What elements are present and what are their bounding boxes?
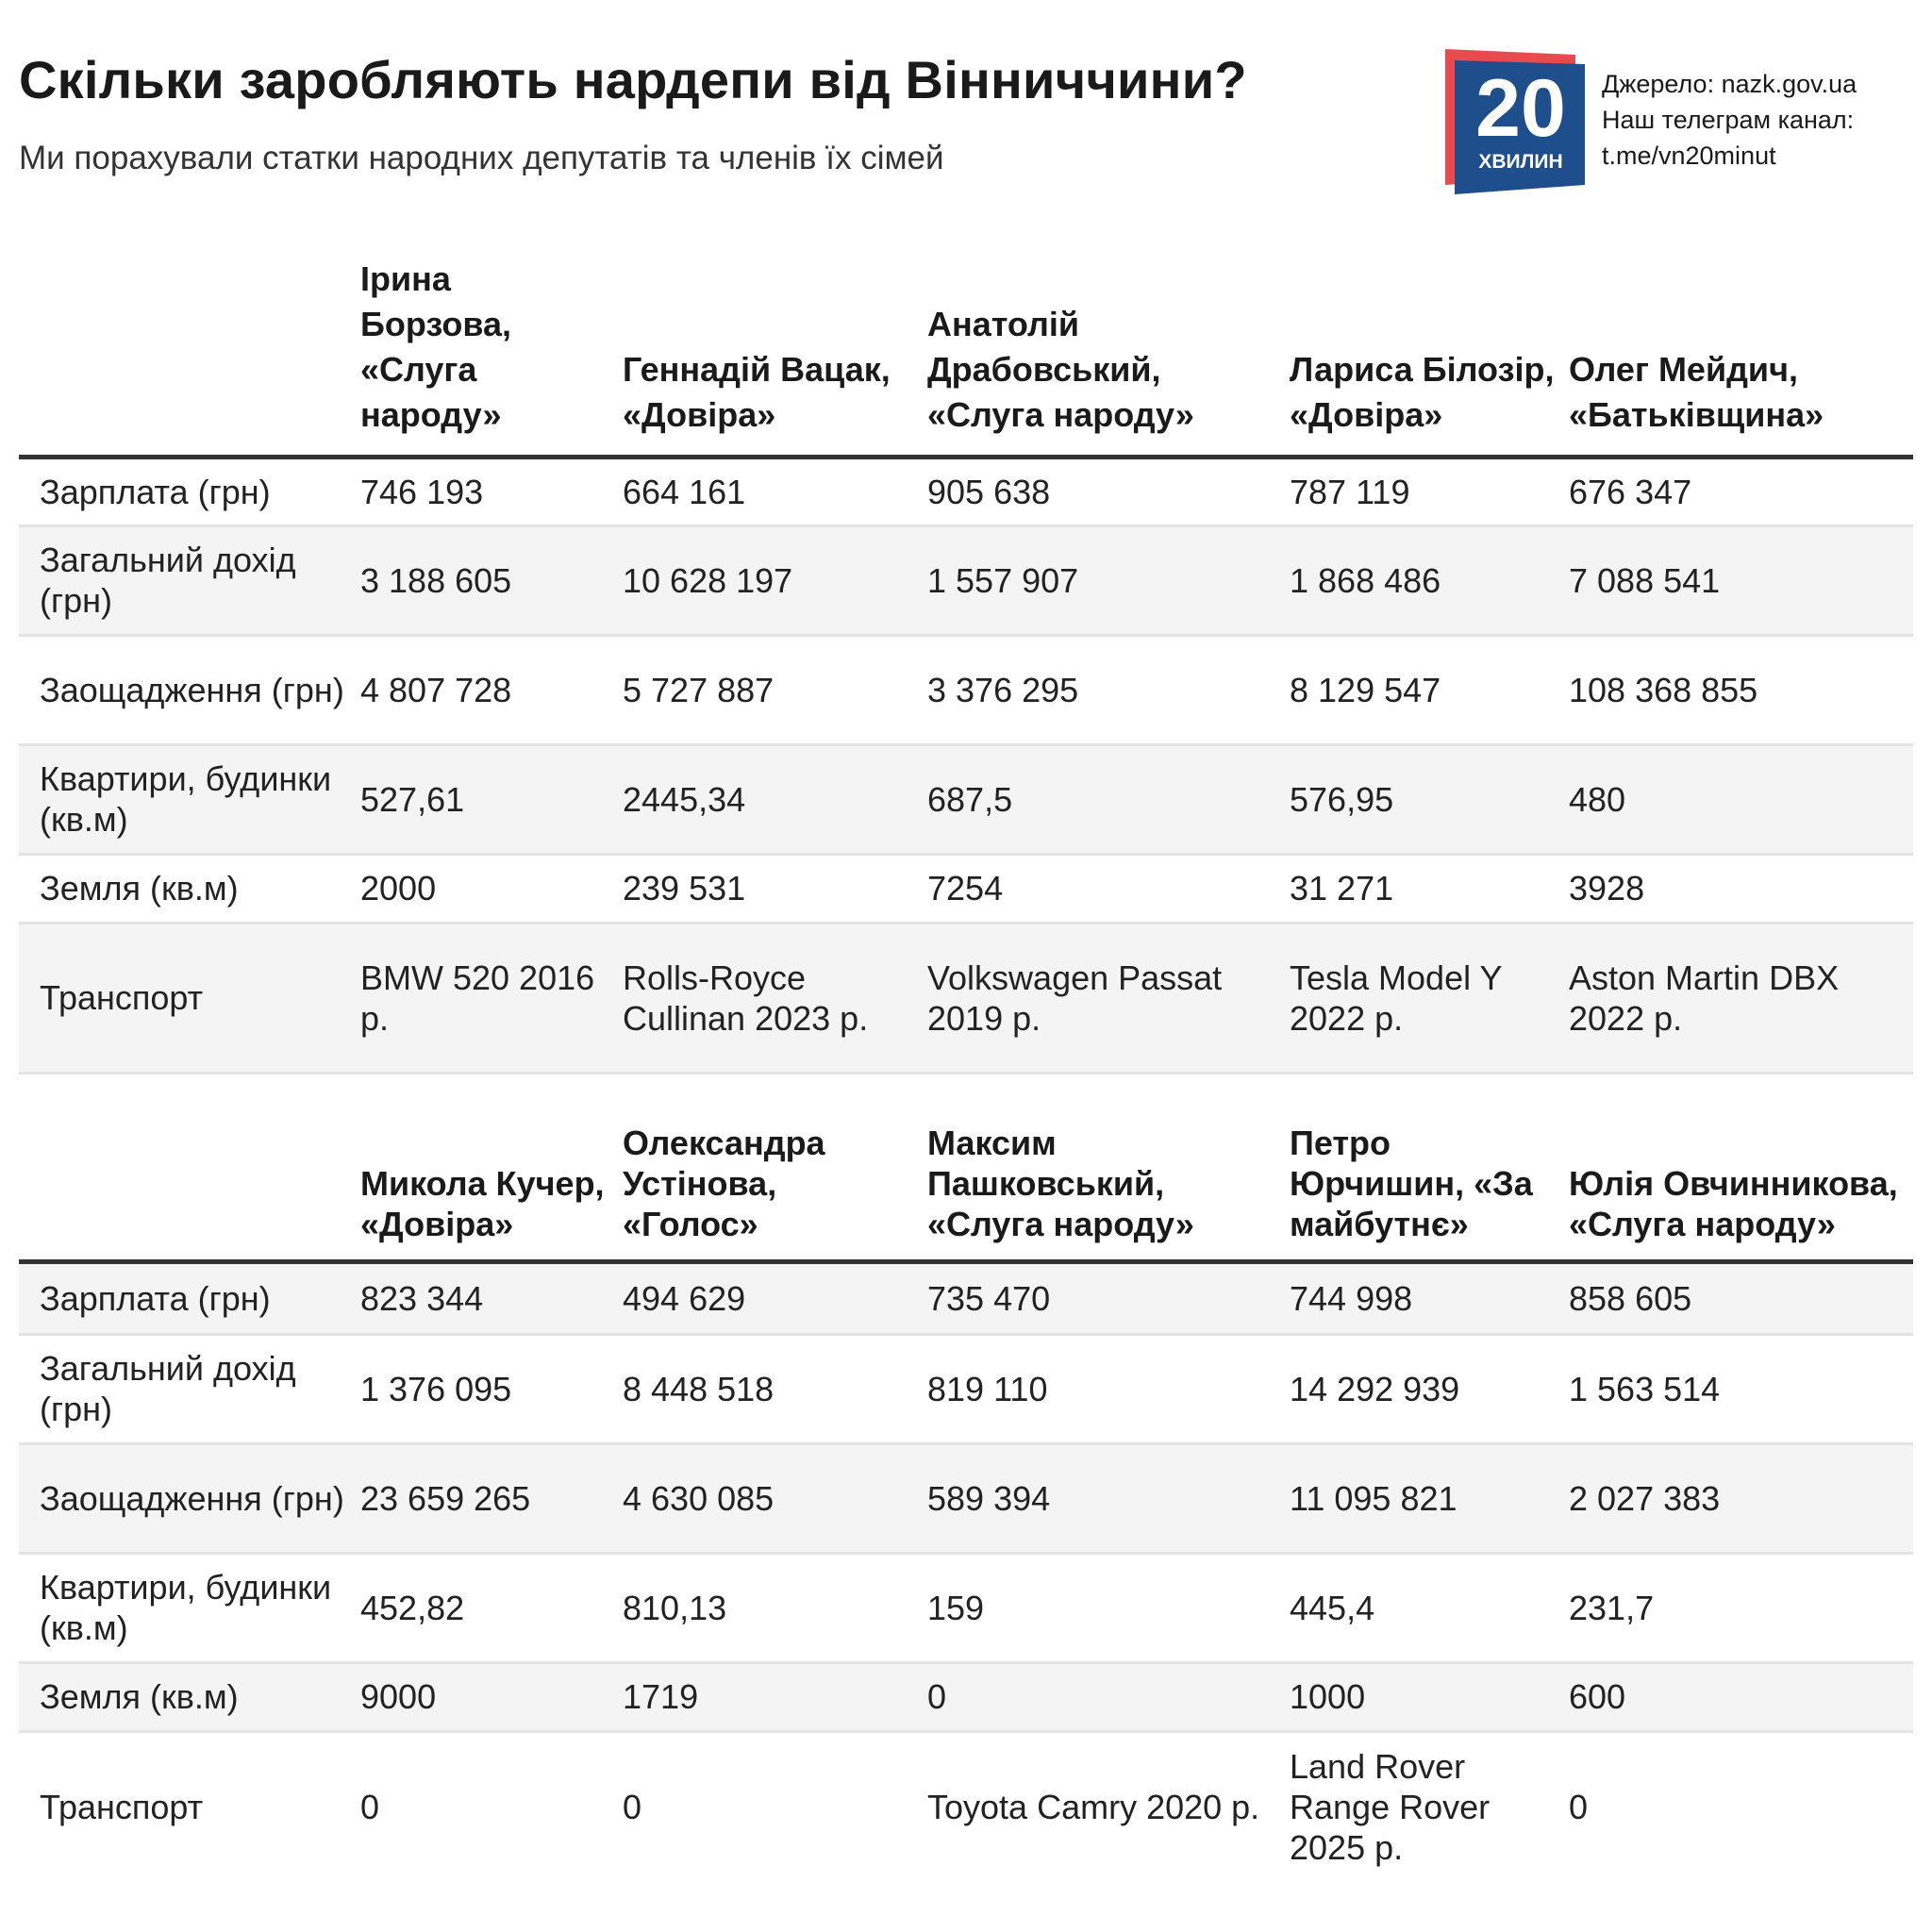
table-cell: 1000 (1290, 1662, 1569, 1731)
table-cell: 11 095 821 (1290, 1443, 1569, 1553)
header-empty-cell (19, 247, 360, 457)
table-cell: 1 376 095 (360, 1334, 623, 1443)
table-cell: 0 (927, 1662, 1290, 1731)
table-cell: 905 638 (927, 457, 1290, 525)
source-line: Джерело: nazk.gov.ua (1602, 70, 1857, 98)
table-cell: 1719 (623, 1662, 927, 1731)
table-cell: 858 605 (1569, 1261, 1913, 1334)
table-cell: 0 (623, 1788, 642, 1827)
table-cell: 108 368 855 (1569, 635, 1913, 744)
table-cell: 1 557 907 (927, 525, 1290, 635)
table-row (19, 1334, 1913, 1443)
table-cell: Land Rover Range Rover 2025 р. (1290, 1747, 1491, 1868)
row-label: Загальний дохід (грн) (19, 1334, 360, 1443)
logo-number: 20 (1475, 63, 1566, 154)
table-cell: 7254 (927, 854, 1290, 923)
table-cell: 10 628 197 (623, 525, 927, 635)
column-header: Микола Кучер, «Довіра» (360, 1073, 623, 1261)
table-cell: 494 629 (623, 1261, 927, 1334)
table-cell: 600 (1569, 1662, 1913, 1731)
table-row (19, 1662, 1913, 1731)
table-row (19, 1443, 1913, 1553)
page-subtitle: Ми порахували статки народних депутатів та членів їх сімей (19, 140, 944, 176)
table-cell: 7 088 541 (1569, 525, 1913, 635)
page-title: Скільки заробляють нардепи від Вінниччини? (19, 50, 1247, 109)
header-empty-cell (19, 1073, 360, 1261)
column-header: Ірина Борзова, «Слуга народу» (360, 247, 623, 457)
table-cell: 687,5 (927, 744, 1290, 854)
table-cell: 31 271 (1290, 854, 1569, 923)
table-cell: 823 344 (360, 1261, 623, 1334)
table-row (19, 635, 1913, 744)
table-row (19, 854, 1913, 923)
row-label: Транспорт (40, 1788, 204, 1827)
table-cell: 2000 (360, 854, 623, 923)
table-cell: 746 193 (360, 457, 623, 525)
table-cell: 819 110 (927, 1334, 1290, 1443)
table-header-row (19, 1073, 1913, 1261)
table-cell: 8 129 547 (1290, 635, 1569, 744)
table-cell: 5 727 887 (623, 635, 927, 744)
table-cell: 480 (1569, 744, 1913, 854)
table-cell: 589 394 (927, 1443, 1290, 1553)
table-cell: 735 470 (927, 1261, 1290, 1334)
column-header: Олександра Устінова, «Голос» (623, 1073, 927, 1261)
table-cell: 1 563 514 (1569, 1334, 1913, 1443)
column-header: Геннадій Вацак, «Довіра» (623, 247, 927, 457)
deputies-table (19, 247, 1913, 1882)
table-cell: 231,7 (1569, 1553, 1913, 1662)
column-header: Максим Пашковський, «Слуга народу» (927, 1073, 1290, 1261)
table-cell: Aston Martin DBX 2022 р. (1569, 923, 1913, 1073)
table-cell: 527,61 (360, 744, 623, 854)
table-row (19, 525, 1913, 635)
table-cell: Volkswagen Passat 2019 р. (927, 923, 1290, 1073)
table-cell: Tesla Model Y 2022 р. (1290, 923, 1569, 1073)
table-cell: 4 807 728 (360, 635, 623, 744)
row-label: Земля (кв.м) (19, 1662, 360, 1731)
table-cell: 23 659 265 (360, 1443, 623, 1553)
table-cell: 810,13 (623, 1553, 927, 1662)
table-cell: 2445,34 (623, 744, 927, 854)
telegram-label: Наш телеграм канал: (1602, 106, 1855, 134)
table-cell: 664 161 (623, 457, 927, 525)
row-label: Квартири, будинки (кв.м) (19, 1553, 360, 1662)
row-label: Земля (кв.м) (19, 854, 360, 923)
table-cell: 159 (927, 1553, 1290, 1662)
table-cell: 239 531 (623, 854, 927, 923)
table-cell: 787 119 (1290, 457, 1569, 525)
table-cell: 14 292 939 (1290, 1334, 1569, 1443)
table-row (19, 1261, 1913, 1334)
row-label: Заощадження (грн) (19, 635, 360, 744)
row-label: Зарплата (грн) (19, 457, 360, 525)
column-header: Лариса Білозір, «Довіра» (1290, 247, 1569, 457)
table-cell: 2 027 383 (1569, 1443, 1913, 1553)
row-label: Загальний дохід (грн) (19, 525, 360, 635)
table-cell: 3 188 605 (360, 525, 623, 635)
column-header: Юлія Овчинникова, «Слуга народу» (1569, 1073, 1913, 1261)
table-cell: Rolls-Royce Cullinan 2023 р. (623, 923, 927, 1073)
column-header: Анатолій Драбовський, «Слуга народу» (927, 247, 1290, 457)
table-cell: 9000 (360, 1662, 623, 1731)
row-label: Заощадження (грн) (19, 1443, 360, 1553)
table-cell: 744 998 (1290, 1261, 1569, 1334)
column-header: Олег Мейдич, «Батьківщина» (1569, 247, 1913, 457)
table-row (19, 1731, 1913, 1882)
table-cell: 0 (360, 1788, 380, 1827)
20-khvylyn-logo-icon (1445, 49, 1585, 194)
table-cell: 676 347 (1569, 457, 1913, 525)
table-cell: BMW 520 2016 р. (360, 923, 623, 1073)
source-info (1602, 66, 1857, 174)
logo-word: ХВИЛИН (1478, 151, 1563, 173)
row-label: Квартири, будинки (кв.м) (19, 744, 360, 854)
table-row (19, 457, 1913, 525)
table-row (19, 1553, 1913, 1662)
table-cell: 8 448 518 (623, 1334, 927, 1443)
telegram-link[interactable]: t.me/vn20minut (1602, 142, 1776, 170)
table-cell: 1 868 486 (1290, 525, 1569, 635)
table-cell: 576,95 (1290, 744, 1569, 854)
table-row (19, 744, 1913, 854)
table-cell: 4 630 085 (623, 1443, 927, 1553)
table-cell: 0 (1569, 1788, 1589, 1827)
table-cell: 3928 (1569, 854, 1913, 923)
table-header-row (19, 247, 1913, 457)
table-cell: Toyota Camry 2020 р. (927, 1788, 1260, 1827)
table-row (19, 923, 1913, 1073)
column-header: Петро Юрчишин, «За майбутнє» (1290, 1073, 1569, 1261)
table-cell: 3 376 295 (927, 635, 1290, 744)
table-cell: 445,4 (1290, 1553, 1569, 1662)
row-label: Зарплата (грн) (19, 1261, 360, 1334)
table-cell: 452,82 (360, 1553, 623, 1662)
row-label: Транспорт (19, 923, 360, 1073)
